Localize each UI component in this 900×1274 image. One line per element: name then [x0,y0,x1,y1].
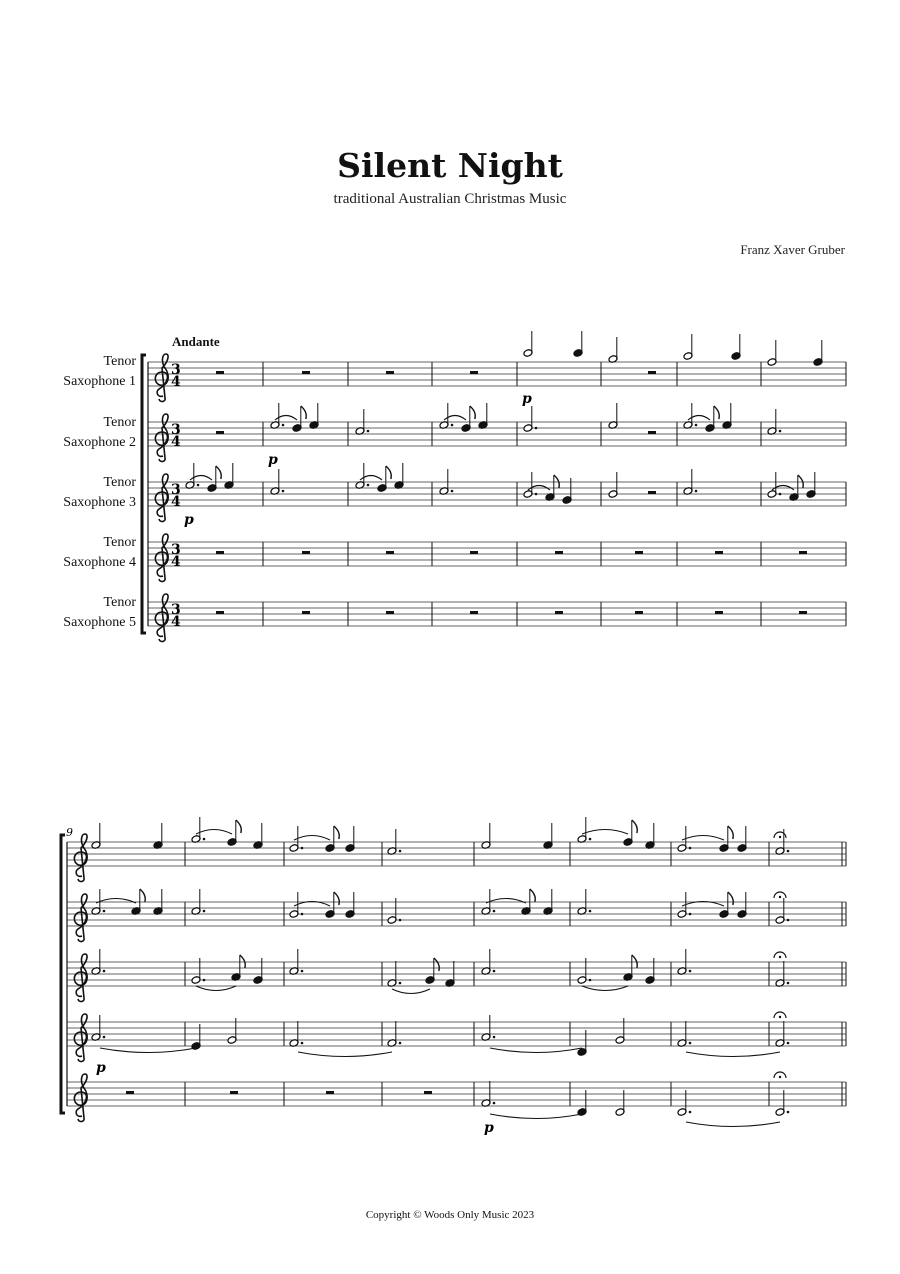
note-flag [386,466,391,479]
note-dot [689,970,692,973]
note-flag [434,958,439,971]
time-signatures [171,362,181,630]
note-dot [787,919,790,922]
time-sig-bottom: 4 [171,494,181,510]
note-flag [140,889,145,902]
rest [470,371,478,374]
note-dot [301,913,304,916]
treble-clef [74,894,87,942]
note-dot [779,493,782,496]
treble-clef [155,354,168,402]
time-sig-bottom: 4 [171,434,181,450]
time-sig-bottom: 4 [171,374,181,390]
tempo-marking: Andante [172,334,220,349]
note-dot [695,490,698,493]
rest [470,611,478,614]
rest [470,551,478,554]
note-dot [301,970,304,973]
treble-clef [155,414,168,462]
note-dot [103,970,106,973]
slur [686,1122,780,1127]
note-dot [103,910,106,913]
slur [490,1048,582,1053]
rest [386,611,394,614]
rest [635,611,643,614]
system-bracket [142,355,146,633]
slur [100,1048,196,1053]
treble-clef [74,1014,87,1062]
note-dot [589,910,592,913]
note-dot [589,979,592,982]
note-flag [632,820,637,833]
treble-clef [155,594,168,642]
piece-title: Silent Night [337,146,563,185]
rest [635,551,643,554]
note-flag [798,475,803,488]
treble-clef [74,954,87,1002]
note-dot [301,1042,304,1045]
fermata-dot [779,896,781,898]
time-sig-bottom: 4 [171,614,181,630]
time-sig-top: 3 [171,602,181,618]
time-sig-bottom: 4 [171,554,181,570]
note-dot [689,847,692,850]
dynamic-piano: p [522,391,532,407]
time-sig-top: 3 [171,542,181,558]
note-dot [203,910,206,913]
rest [386,371,394,374]
note-dot [103,1036,106,1039]
rest [302,611,310,614]
note-dot [787,1042,790,1045]
dynamic-piano: p [184,512,194,528]
rest [216,551,224,554]
rest [799,611,807,614]
fermata-dot [779,1016,781,1018]
slur [686,1052,780,1057]
staff-label-sax-3: Tenor Saxophone 3 [63,475,136,510]
system-2 [61,817,846,1127]
rest [715,551,723,554]
note-dot [203,838,206,841]
note-dot [535,493,538,496]
slur [582,830,628,835]
note-flag [728,826,733,839]
note-dot [493,970,496,973]
staff-label-sax-2: Tenor Saxophone 2 [63,415,136,450]
note-flag [236,820,241,833]
note-dot [689,913,692,916]
note-dot [203,979,206,982]
staff-label-sax-4: Tenor Saxophone 4 [63,535,136,570]
note-flag [470,406,475,419]
system-1 [142,331,846,642]
piece-subtitle: traditional Australian Christmas Music [333,191,567,207]
note-dot [695,424,698,427]
time-sig-top: 3 [171,482,181,498]
rest [648,431,656,434]
rest [648,371,656,374]
rest [386,551,394,554]
rest [216,371,224,374]
rest [555,551,563,554]
rest [126,1091,134,1094]
system-bracket [61,835,65,1113]
note-dot [451,490,454,493]
note-dot [493,1102,496,1105]
note-flag [334,826,339,839]
measure-number: 9 [66,826,73,839]
note-dot [451,424,454,427]
dynamics [96,391,532,1136]
note-dot [197,484,200,487]
time-sig-top: 3 [171,362,181,378]
slur [682,836,724,841]
note-flag [530,889,535,902]
note-dot [779,430,782,433]
note-flag [334,892,339,905]
note-dot [367,430,370,433]
composer-name: Franz Xaver Gruber [740,242,845,257]
rest [302,551,310,554]
note-dot [399,919,402,922]
note-dot [589,838,592,841]
slur [196,830,232,835]
rest [424,1091,432,1094]
note-flag [728,892,733,905]
note-dot [689,1042,692,1045]
note-flag [301,406,306,419]
slur [490,1114,582,1119]
note-dot [301,847,304,850]
rest [216,611,224,614]
note-dot [282,424,285,427]
note-flag [216,466,221,479]
note-dot [282,490,285,493]
rest [302,371,310,374]
dynamic-piano: p [268,452,278,468]
treble-clef [74,834,87,882]
note-dot [399,982,402,985]
rest [326,1091,334,1094]
rest [555,611,563,614]
rest [799,551,807,554]
note-dot [787,1111,790,1114]
staff-label-sax-1: Tenor Saxophone 1 [63,354,136,389]
slur [294,836,330,841]
slur [298,1052,392,1057]
note-dot [787,982,790,985]
dynamic-piano: p [484,1120,494,1136]
rest [715,611,723,614]
treble-clef [155,534,168,582]
staff-label-sax-5: Tenor Saxophone 5 [63,595,136,630]
note-dot [367,484,370,487]
fermata-dot [779,956,781,958]
note-dot [535,427,538,430]
slur [392,989,430,994]
slur [582,986,628,991]
note-flag [240,955,245,968]
fermata-dot [779,1076,781,1078]
note-dot [399,850,402,853]
rest [230,1091,238,1094]
rest [648,491,656,494]
note-dot [493,910,496,913]
treble-clef [74,1074,87,1122]
note-dot [493,1036,496,1039]
copyright-notice: Copyright © Woods Only Music 2023 [365,1209,535,1221]
note-flag [714,406,719,419]
time-sig-top: 3 [171,422,181,438]
note-flag [554,475,559,488]
fermata-dot [779,836,781,838]
note-flag [632,955,637,968]
note-dot [787,850,790,853]
note-dot [689,1111,692,1114]
dynamic-piano: p [96,1060,106,1076]
slur [196,986,236,991]
rest [216,431,224,434]
note-dot [399,1042,402,1045]
treble-clef [155,474,168,522]
